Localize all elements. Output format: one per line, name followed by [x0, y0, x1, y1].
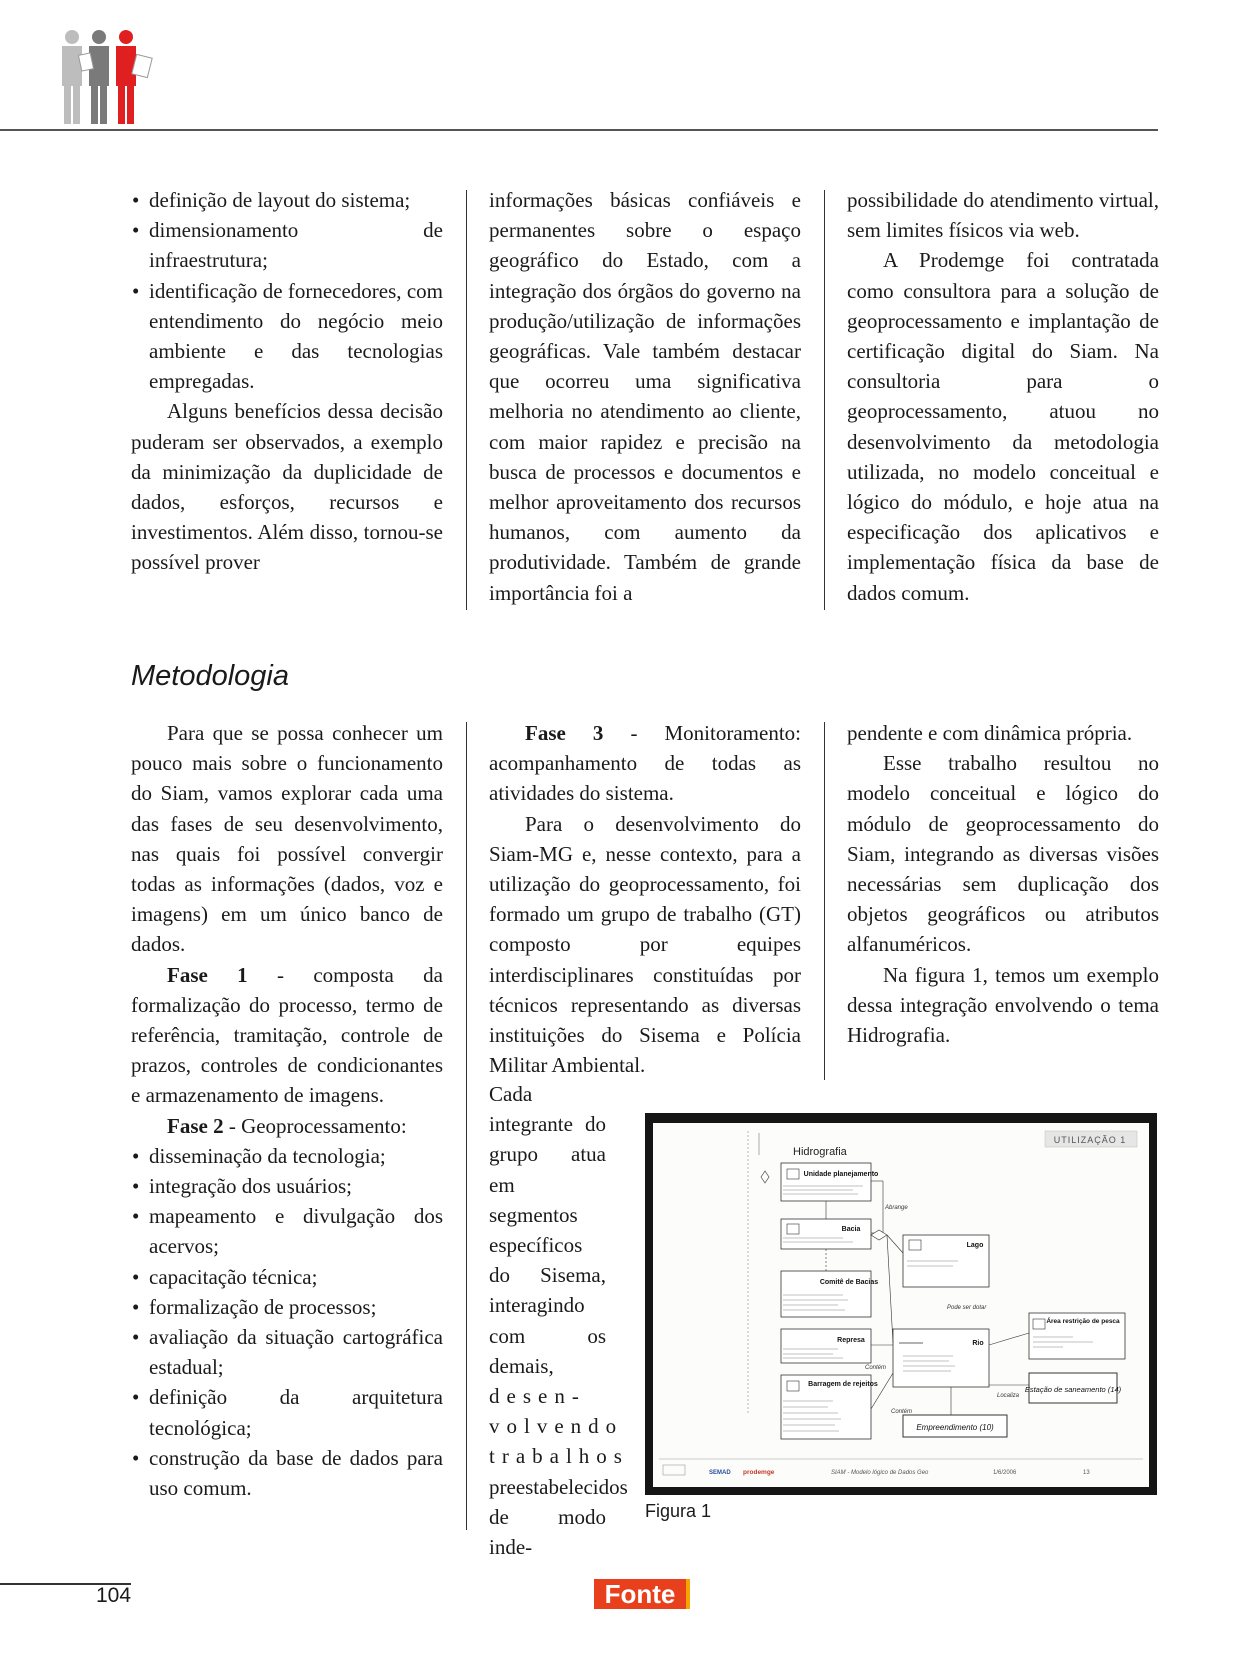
header-tag: UTILIZAÇÃO 1: [1053, 1135, 1127, 1145]
brand-logo: Fonte: [594, 1579, 690, 1609]
phase-1-paragraph: Fase 1 - composta da formalização do processo, termo de referência, tramitação, controle de prazos, controles de condicionantes e armazenamento de imagens.: [131, 962, 443, 1108]
list-item: • identificação de fornecedores, com entendimento do negócio meio ambiente e das tecnologias empregadas.: [131, 276, 443, 397]
column-divider: [824, 190, 825, 610]
entity-label: Empreendimento (10): [916, 1423, 994, 1432]
entity-label: Barragem de rejeitos: [808, 1381, 878, 1388]
paragraph: informações básicas confiáveis e permanentes sobre o espaço geográfico do Estado, com a integração dos órgãos do governo na produção/utilização de informações geográficas. Vale também destacar que ocorreu uma significativa melhoria no atendimento ao cliente, com maior rapidez e precisão na busca de processos e documentos e melhor aproveitamento dos recursos humanos, com aumento da produtividade. Também de grande importância foi a: [489, 188, 801, 605]
list-item: • integração dos usuários;: [131, 1171, 443, 1201]
footer-page: 13: [1083, 1470, 1090, 1476]
relation-label: Abrange: [885, 1205, 908, 1211]
paragraph: A Prodemge foi contratada como consultora para a solução de geoprocessamento e implantação de certificação digital do Siam. Na consultoria para o geoprocessamento, atuou no desenvolvimento da metodologia utilizada, no modelo conceitual e lógico do módulo, e hoje atua na especificação dos aplicativos e implementação física da base de dados comum.: [847, 248, 1159, 605]
figure-1: [645, 1113, 1157, 1495]
top-column-1: [131, 185, 443, 578]
column-divider: [824, 722, 825, 1080]
entity-label: Bacia: [841, 1226, 861, 1233]
list-item: • formalização de processos;: [131, 1292, 443, 1322]
bottom-column-3: [847, 718, 1159, 1050]
phase-2-list: [131, 1141, 443, 1503]
relation-label: Contém: [891, 1409, 913, 1415]
paragraph: possibilidade do atendimento virtual, sem limites físicos via web.: [847, 188, 1159, 243]
paragraph: Para o desenvolvimento do Siam-MG e, nesse contexto, para a utilização do geoprocessamento, foi formado um grupo de trabalho (GT) composto por equipes interdisciplinares constituídas por técnicos representando as diversas instituições do Sisema e Polícia Militar Ambiental.: [489, 811, 801, 1078]
entity-label: Estação de saneamento (14): [1024, 1385, 1122, 1394]
footer-date: 1/6/2006: [993, 1470, 1017, 1476]
bottom-column-1: [131, 718, 443, 1503]
entity-label: Rio: [972, 1340, 984, 1347]
entity-label: Área restrição de pesca: [1046, 1318, 1120, 1325]
list-item: • mapeamento e divulgação dos acervos;: [131, 1201, 443, 1261]
relation-label: Contém: [865, 1365, 887, 1371]
paragraph: Na figura 1, temos um exemplo dessa integração envolvendo o tema Hidrografia.: [847, 962, 1159, 1048]
relation-label: Pode ser dotar: [947, 1305, 987, 1311]
phase-3-paragraph: Fase 3 - Monitoramento: acompanhamento de todas as atividades do sistema.: [489, 721, 801, 806]
list-item: • avaliação da situação cartográfica estadual;: [131, 1322, 443, 1382]
list-item: • disseminação da tecnologia;: [131, 1141, 443, 1171]
entity-rio: [893, 1329, 989, 1387]
header-rule: [0, 129, 1158, 131]
entity-label: Represa: [837, 1337, 865, 1344]
page-number: 104: [96, 1584, 132, 1607]
phase-label: Fase 1: [167, 962, 248, 987]
narrow-paragraph: [489, 1079, 629, 1562]
entity-label: Lago: [966, 1242, 984, 1249]
figure-caption: Figura 1: [645, 1501, 712, 1521]
top-column-3: [847, 185, 1159, 608]
entity-label: Comitê de Bacias: [819, 1279, 879, 1286]
list-item: • definição da arquitetura tecnológica;: [131, 1382, 443, 1442]
bottom-column-2: [489, 718, 801, 1080]
paragraph: Cada integrante do grupo atua em segmentos específicos do Sisema, interagindo com os demais, desen- volvendo trabalhos preestabelecidos de modo inde-: [489, 1082, 629, 1560]
list-item: • construção da base de dados para uso comum.: [131, 1443, 443, 1503]
phase-2-paragraph: Fase 2 - Geoprocessamento:: [167, 1113, 407, 1138]
magazine-logo: [58, 28, 164, 130]
requirements-list: [131, 185, 443, 396]
entity-label: Unidade planejamento: [803, 1171, 879, 1178]
paragraph: pendente e com dinâmica própria.: [847, 721, 1133, 745]
list-item: • capacitação técnica;: [131, 1262, 443, 1292]
figure-slide: [653, 1123, 1149, 1487]
entity-unidade: [781, 1163, 871, 1201]
footer-prodemge: prodemge: [743, 1469, 775, 1476]
column-divider: [466, 190, 467, 610]
phase-label: Fase 2: [167, 1113, 224, 1138]
list-item: • definição de layout do sistema;: [131, 185, 443, 215]
phase-label: Fase 3: [525, 721, 604, 745]
footer-doc: SIAM - Modelo lógico de Dados Geo: [831, 1470, 929, 1476]
column-divider: [466, 722, 467, 1530]
list-item: • dimensionamento de infraestrutura;: [131, 215, 443, 275]
top-column-2: [489, 185, 801, 608]
relation-label: Localiza: [997, 1393, 1020, 1399]
data-model-diagram: [653, 1123, 1149, 1487]
paragraph: Esse trabalho resultou no modelo conceitual e lógico do módulo de geoprocessamento do Siam, integrando as diversas visões necessárias sem duplicação dos objetos geográficos ou atributos alfanuméricos.: [847, 751, 1159, 957]
footer-semad: SEMAD: [709, 1470, 731, 1476]
section-title: Metodologia: [131, 660, 289, 692]
diagram-title: Hidrografia: [793, 1146, 847, 1158]
paragraph: Para que se possa conhecer um pouco mais sobre o funcionamento do Siam, vamos explorar cada uma das fases de seu desenvolvimento, nas quais foi possível convergir todas as informações (dados, voz e imagens) em um único banco de dados.: [131, 721, 443, 957]
paragraph: Alguns benefícios dessa decisão puderam ser observados, a exemplo da minimização da duplicidade de dados, esforços, recursos e investimentos. Além disso, tornou-se possível prover: [131, 399, 443, 575]
